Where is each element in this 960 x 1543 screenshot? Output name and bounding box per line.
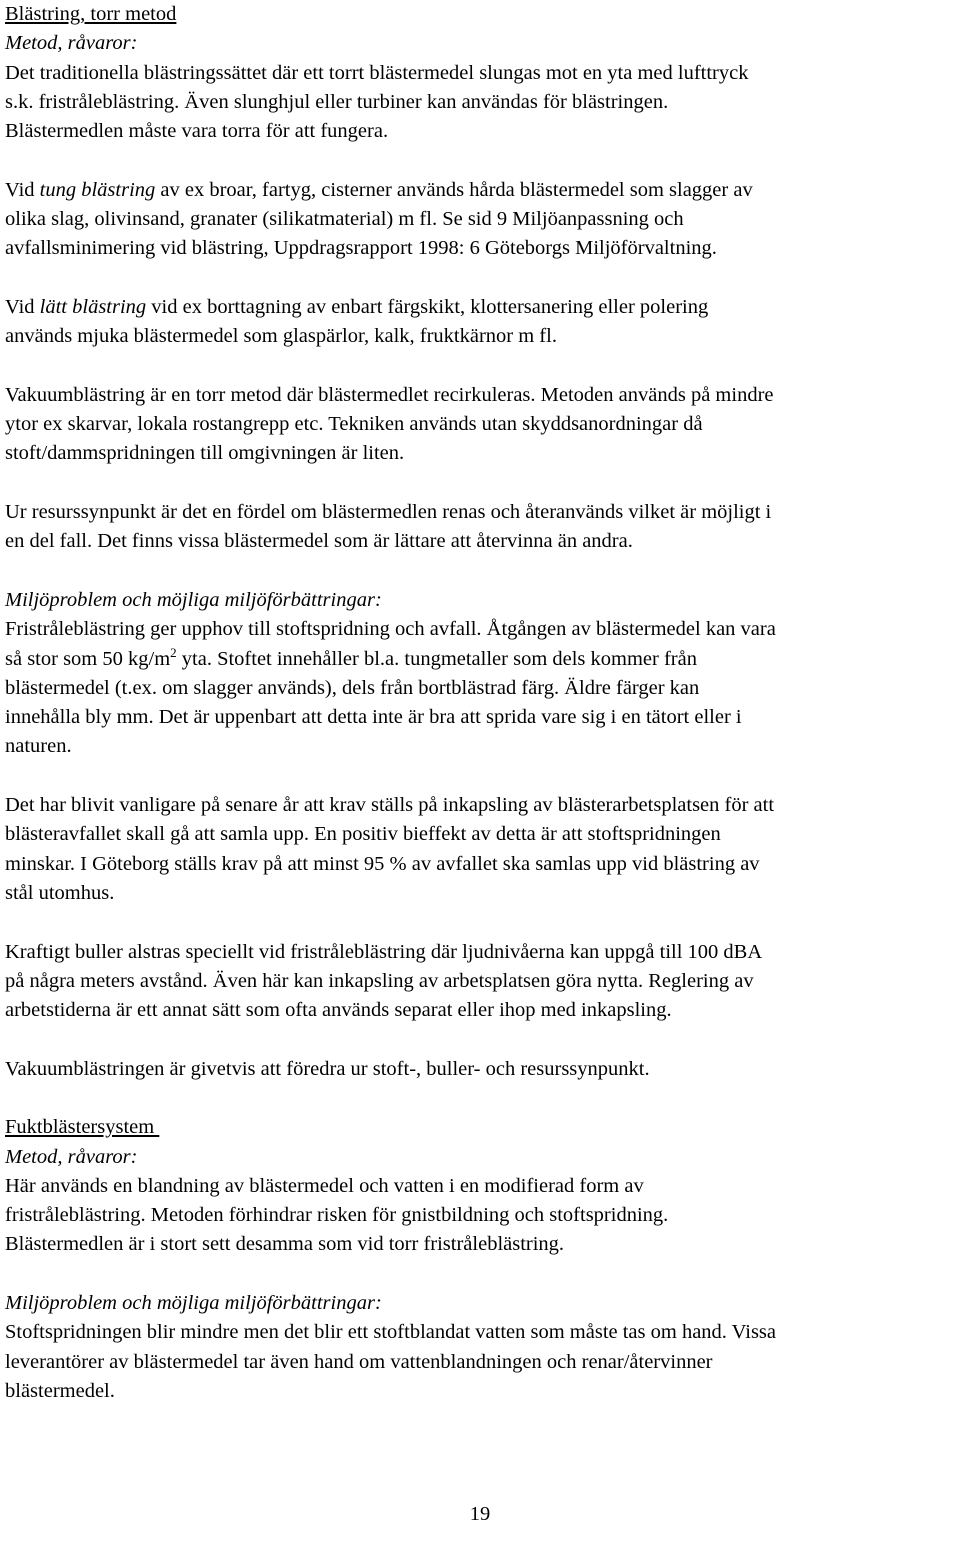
- page-number: 19: [469, 1503, 491, 1525]
- paragraph-line: en del fall. Det finns vissa blästermedel som är lättare att återvinna än andra.: [5, 530, 633, 553]
- paragraph-line-tung-blastring: Vid tung blästring av ex broar, fartyg, cisterner används hårda blästermedel som slagger av: [5, 178, 753, 201]
- paragraph-line: Fristråleblästring ger upphov till stoftspridning och avfall. Åtgången av blästermedel kan vara: [5, 618, 776, 641]
- paragraph-line: på några meters avstånd. Även här kan inkapsling av arbetsplatsen göra nytta. Reglering av: [5, 969, 754, 992]
- paragraph-line-kg-m2: så stor som 50 $kg/m^2$ yta. Stoftet innehåller bl.a. tungmetaller som dels kommer från: [5, 644, 697, 670]
- term-tung-blastring: tung blästring: [39, 178, 156, 201]
- section-heading-fuktblastersystem: Fuktblästersystem: [5, 1116, 160, 1139]
- paragraph-line: blästeravfallet skall gå att samla upp. En positiv bieffekt av detta är att stoftspridningen: [5, 823, 721, 846]
- label-metod-ravaror: Metod, råvaror:: [5, 32, 138, 55]
- paragraph-line: Blästermedlen måste vara torra för att fungera.: [5, 120, 389, 143]
- paragraph-line: Blästermedlen är i stort sett desamma som vid torr fristråleblästring.: [5, 1233, 565, 1256]
- paragraph-line: leverantörer av blästermedel tar även hand om vattenblandningen och renar/återvinner: [5, 1350, 713, 1373]
- paragraph-line: Det har blivit vanligare på senare år att krav ställs på inkapsling av blästerarbetsplatsen för att: [5, 794, 775, 817]
- paragraph-line: Det traditionella blästringssättet där ett torrt blästermedel slungas mot en yta med lufttryck: [5, 61, 749, 84]
- label-miljoproblem: Miljöproblem och möjliga miljöförbättringar:: [5, 1292, 382, 1315]
- paragraph-line: innehålla bly mm. Det är uppenbart att detta inte är bra att sprida vare sig i en tätort eller i: [5, 706, 742, 729]
- paragraph-line: fristråleblästring. Metoden förhindrar risken för gnistbildning och stoftspridning.: [5, 1204, 669, 1227]
- paragraph-line: blästermedel.: [5, 1379, 115, 1402]
- paragraph-line: Ur resurssynpunkt är det en fördel om blästermedlen renas och återanvänds vilket är möjligt i: [5, 501, 772, 524]
- paragraph-line: stoft/dammspridningen till omgivningen är liten.: [5, 442, 405, 465]
- paragraph-line: stål utomhus.: [5, 881, 115, 904]
- paragraph-line: Här används en blandning av blästermedel och vatten i en modifierad form av: [5, 1174, 644, 1197]
- section-heading-torr-metod: Blästring, torr metod: [5, 3, 177, 25]
- label-miljoproblem: Miljöproblem och möjliga miljöförbättringar:: [5, 588, 382, 611]
- paragraph-line: olika slag, olivinsand, granater (silikatmaterial) m fl. Se sid 9 Miljöanpassning och: [5, 208, 684, 231]
- label-metod-ravaror: Metod, råvaror:: [5, 1145, 138, 1168]
- paragraph-line: Stoftspridningen blir mindre men det blir ett stoftblandat vatten som måste tas om hand. Vissa: [5, 1321, 777, 1344]
- paragraph-line: Vakuumblästring är en torr metod där blästermedlet recirkuleras. Metoden används på mindre: [5, 383, 774, 406]
- paragraph-line: naturen.: [5, 735, 72, 758]
- document-page: [5, 0, 955, 1406]
- paragraph-line: minskar. I Göteborg ställs krav på att minst 95 % av avfallet ska samlas upp vid blästring av: [5, 852, 760, 875]
- paragraph-line: s.k. fristråleblästring. Även slunghjul eller turbiner kan användas för blästringen.: [5, 90, 669, 113]
- paragraph-line: ytor ex skarvar, lokala rostangrepp etc. Tekniken används utan skyddsanordningar då: [5, 413, 703, 436]
- paragraph-line-latt-blastring: Vid lätt blästring vid ex borttagning av enbart färgskikt, klottersanering eller polering: [5, 295, 709, 318]
- paragraph-line: blästermedel (t.ex. om slagger används), dels från bortblästrad färg. Äldre färger kan: [5, 676, 700, 699]
- paragraph-line: avfallsminimering vid blästring, Uppdragsrapport 1998: 6 Göteborgs Miljöförvaltning.: [5, 237, 717, 260]
- paragraph-line: Kraftigt buller alstras speciellt vid fristråleblästring där ljudnivåerna kan uppgå till 100 dBA: [5, 940, 763, 963]
- paragraph-line: Vakuumblästringen är givetvis att föredra ur stoft-, buller- och resurssynpunkt.: [5, 1057, 650, 1080]
- superscript-2: 2: [170, 644, 177, 660]
- paragraph-line: arbetstiderna är ett annat sätt som ofta används separat eller ihop med inkapsling.: [5, 999, 672, 1022]
- paragraph-line: används mjuka blästermedel som glaspärlor, kalk, fruktkärnor m fl.: [5, 325, 557, 348]
- term-latt-blastring: lätt blästring: [39, 295, 147, 318]
